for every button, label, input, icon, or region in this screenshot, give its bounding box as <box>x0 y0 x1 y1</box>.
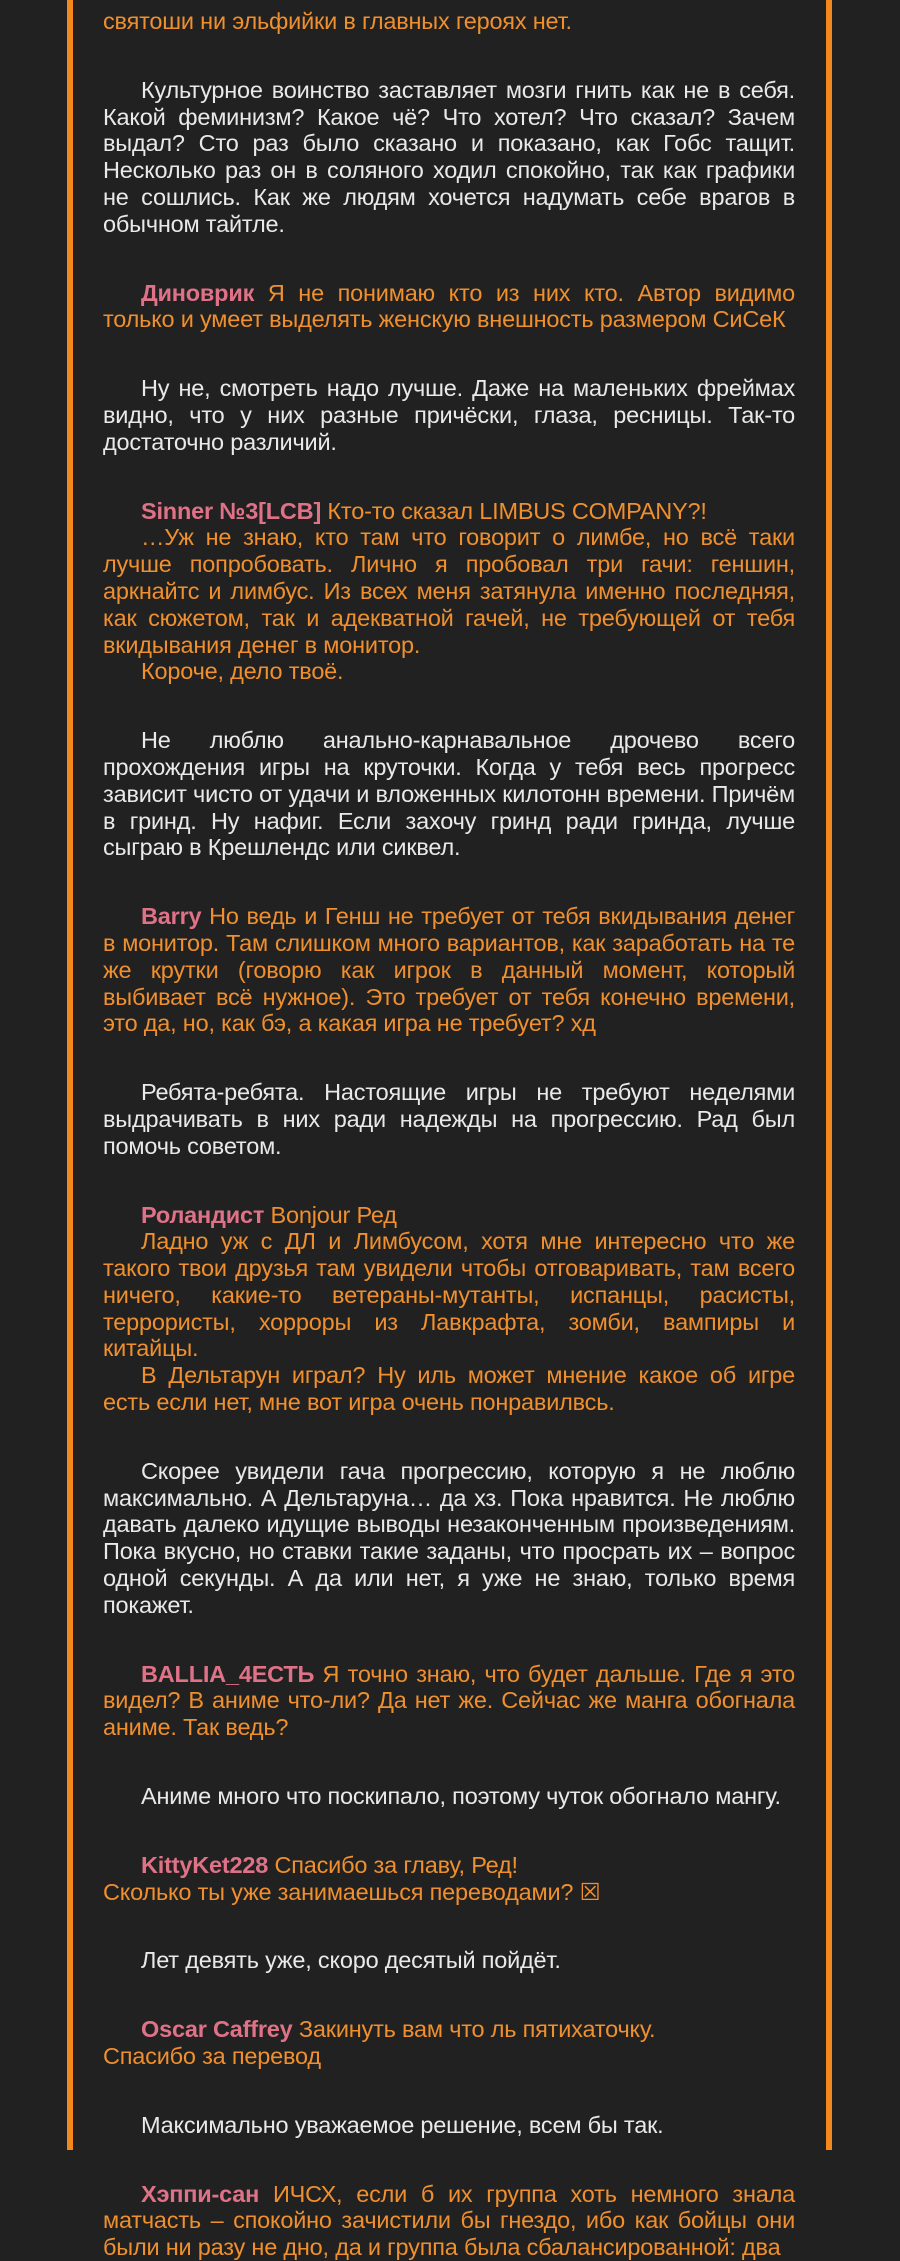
username[interactable]: Oscar Caffrey <box>141 2016 293 2043</box>
comment-text: Не люблю анально-карнавальное дрочево всего прохождения игры на круточки. Когда у тебя весь прогресс зависит чисто от удачи и вложенных килотонн времени. Причём в гринд. Ну нафиг. Если захочу гринд ради гринда, лучше сыграю в Крешлендс или сиквел. <box>103 727 795 861</box>
comment-paragraph <box>103 1228 795 1362</box>
comment-paragraph <box>103 658 795 685</box>
comment-text: Культурное воинство заставляет мозги гнить как не в себя. Какой феминизм? Какое чё? Что хотел? Что сказал? Зачем выдал? Сто раз было сказано и показано, как Гобс тащит. Несколько раз он в соляного ходил спокойно, так как графики не сошлись. Как же людям хочется надумать себе врагов в обычном тайтле. <box>103 76 795 237</box>
comment-paragraph <box>103 2043 795 2070</box>
reply-text: Сколько ты уже занимаешься переводами? ☒ <box>103 1878 601 1905</box>
comment-text: Ну не, смотреть надо лучше. Даже на маленьких фреймах видно, что у них разные причёски, глаза, ресницы. Так-то достаточно различий. <box>103 375 795 455</box>
comment-paragraph <box>103 727 795 861</box>
comment-paragraph <box>103 1362 795 1416</box>
page-frame-border-left <box>67 0 73 2150</box>
comment-paragraph <box>103 903 795 1037</box>
comment-paragraph <box>103 2016 795 2043</box>
comment-paragraph <box>103 1783 795 1810</box>
comment-text: Скорее увидели гача прогрессию, которую я не люблю максимально. А Дельтаруна… да хз. Пока нравится. Не люблю давать далеко идущие выводы незаконченным произведениям. Пока вкусно, но ставки такие заданы, что просрать их – вопрос одной секунды. А да или нет, я уже не знаю, только время покажет. <box>103 1457 795 1618</box>
reply-text: ИЧСХ, если б их группа хоть немного знала матчасть – спокойно зачистили бы гнездо, ибо как бойцы они были ни разу не дно, да и группа была сбалансированной: два <box>103 2180 795 2261</box>
comment-paragraph <box>103 375 795 455</box>
comment-block <box>103 1202 795 1416</box>
comment-block <box>103 1079 795 1159</box>
reply-text: Bonjour Ред <box>270 1201 397 1228</box>
comment-block <box>103 727 795 861</box>
reply-text: В Дельтарун играл? Ну иль может мнение какое об игре есть если нет, мне вот игра очень понравилвсь. <box>103 1362 795 1416</box>
comment-text: Ребята-ребята. Настоящие игры не требуют неделями выдрачивать в них ради надежды на прогрессию. Рад был помочь советом. <box>103 1079 795 1159</box>
comment-block <box>103 1947 795 1974</box>
reply-text: Закинуть вам что ль пятихаточку. <box>298 2016 656 2043</box>
comment-paragraph <box>103 280 795 334</box>
reply-text: Я точно знаю, что будет дальше. Где я это видел? В аниме что-ли? Да нет же. Сейчас же манга обогнала аниме. Так ведь? <box>103 1660 795 1741</box>
reply-text: Короче, дело твоё. <box>141 658 344 685</box>
reply-text: …Уж не знаю, кто там что говорит о лимбе, но всё таки лучше попробовать. Лично я пробовал три гачи: геншин, аркнайтс и лимбус. Из всех меня затянула именно последняя, как сюжетом, так и адекватной гачей, не требующей от тебя вкидывания денег в монитор. <box>103 524 795 658</box>
comment-block <box>103 2016 795 2070</box>
comment-block <box>103 280 795 334</box>
comment-paragraph <box>103 1661 795 1741</box>
comment-block <box>103 1852 795 1906</box>
comment-block <box>103 1661 795 1741</box>
comment-block <box>103 8 795 35</box>
username[interactable]: Хэппи-сан <box>141 2180 260 2207</box>
comment-text: Аниме много что поскипало, поэтому чуток обогнало мангу. <box>141 1783 781 1810</box>
comment-block <box>103 498 795 686</box>
reply-text: Я не понимаю кто из них кто. Автор видимо только и умеет выделять женскую внешность размером СиСеК <box>103 279 795 333</box>
comment-text: Максимально уважаемое решение, всем бы так. <box>141 2111 664 2138</box>
comment-paragraph <box>103 1879 795 1906</box>
comment-paragraph <box>103 1079 795 1159</box>
comment-paragraph <box>103 1202 795 1229</box>
username[interactable]: Barry <box>141 903 202 930</box>
reply-text: Спасибо за главу, Ред! <box>274 1851 518 1878</box>
comment-paragraph <box>103 8 795 35</box>
comment-paragraph <box>103 1852 795 1879</box>
username[interactable]: Роландист <box>141 1201 265 1228</box>
username[interactable]: Диноврик <box>141 279 255 306</box>
comment-paragraph <box>103 524 795 658</box>
comment-paragraph <box>103 1947 795 1974</box>
comment-block <box>103 1783 795 1810</box>
comment-paragraph <box>103 1458 795 1619</box>
comment-paragraph <box>103 2181 795 2261</box>
comment-block <box>103 2181 795 2261</box>
comment-paragraph <box>103 77 795 238</box>
comment-paragraph <box>103 2112 795 2139</box>
comment-block <box>103 1458 795 1619</box>
reply-text: Кто-то сказал LIMBUS COMPANY?! <box>327 497 707 524</box>
comment-block <box>103 77 795 238</box>
reply-text: Спасибо за перевод <box>103 2043 321 2070</box>
reply-text: Но ведь и Генш не требует от тебя вкидывания денег в монитор. Там слишком много вариантов, как заработать на те же крутки (говорю как игрок в данный момент, который выбивает всё нужное). Это требует от тебя конечно времени, это да, но, как бэ, а какая игра не требует? хд <box>103 903 795 1037</box>
username[interactable]: KittyKet228 <box>141 1851 269 1878</box>
reply-text: святоши ни эльфийки в главных героях нет. <box>103 8 572 34</box>
comment-block <box>103 903 795 1037</box>
page-frame-border-right <box>826 0 832 2150</box>
comment-text: Лет девять уже, скоро десятый пойдёт. <box>141 1947 561 1974</box>
reply-text: Ладно уж с ДЛ и Лимбусом, хотя мне интересно что же такого твои друзья там увидели чтобы отговаривать, там всего ничего, какие-то ветераны-мутанты, испанцы, расисты, террористы, хорроры из Лавкрафта, зомби, вампиры и китайцы. <box>103 1228 795 1362</box>
comment-block <box>103 375 795 455</box>
comments-list <box>103 0 795 2261</box>
comment-paragraph <box>103 498 795 525</box>
username[interactable]: Sinner №3[LCB] <box>141 497 322 524</box>
username[interactable]: BALLIA_4ЕСТЬ <box>141 1660 315 1687</box>
comment-block <box>103 2112 795 2139</box>
